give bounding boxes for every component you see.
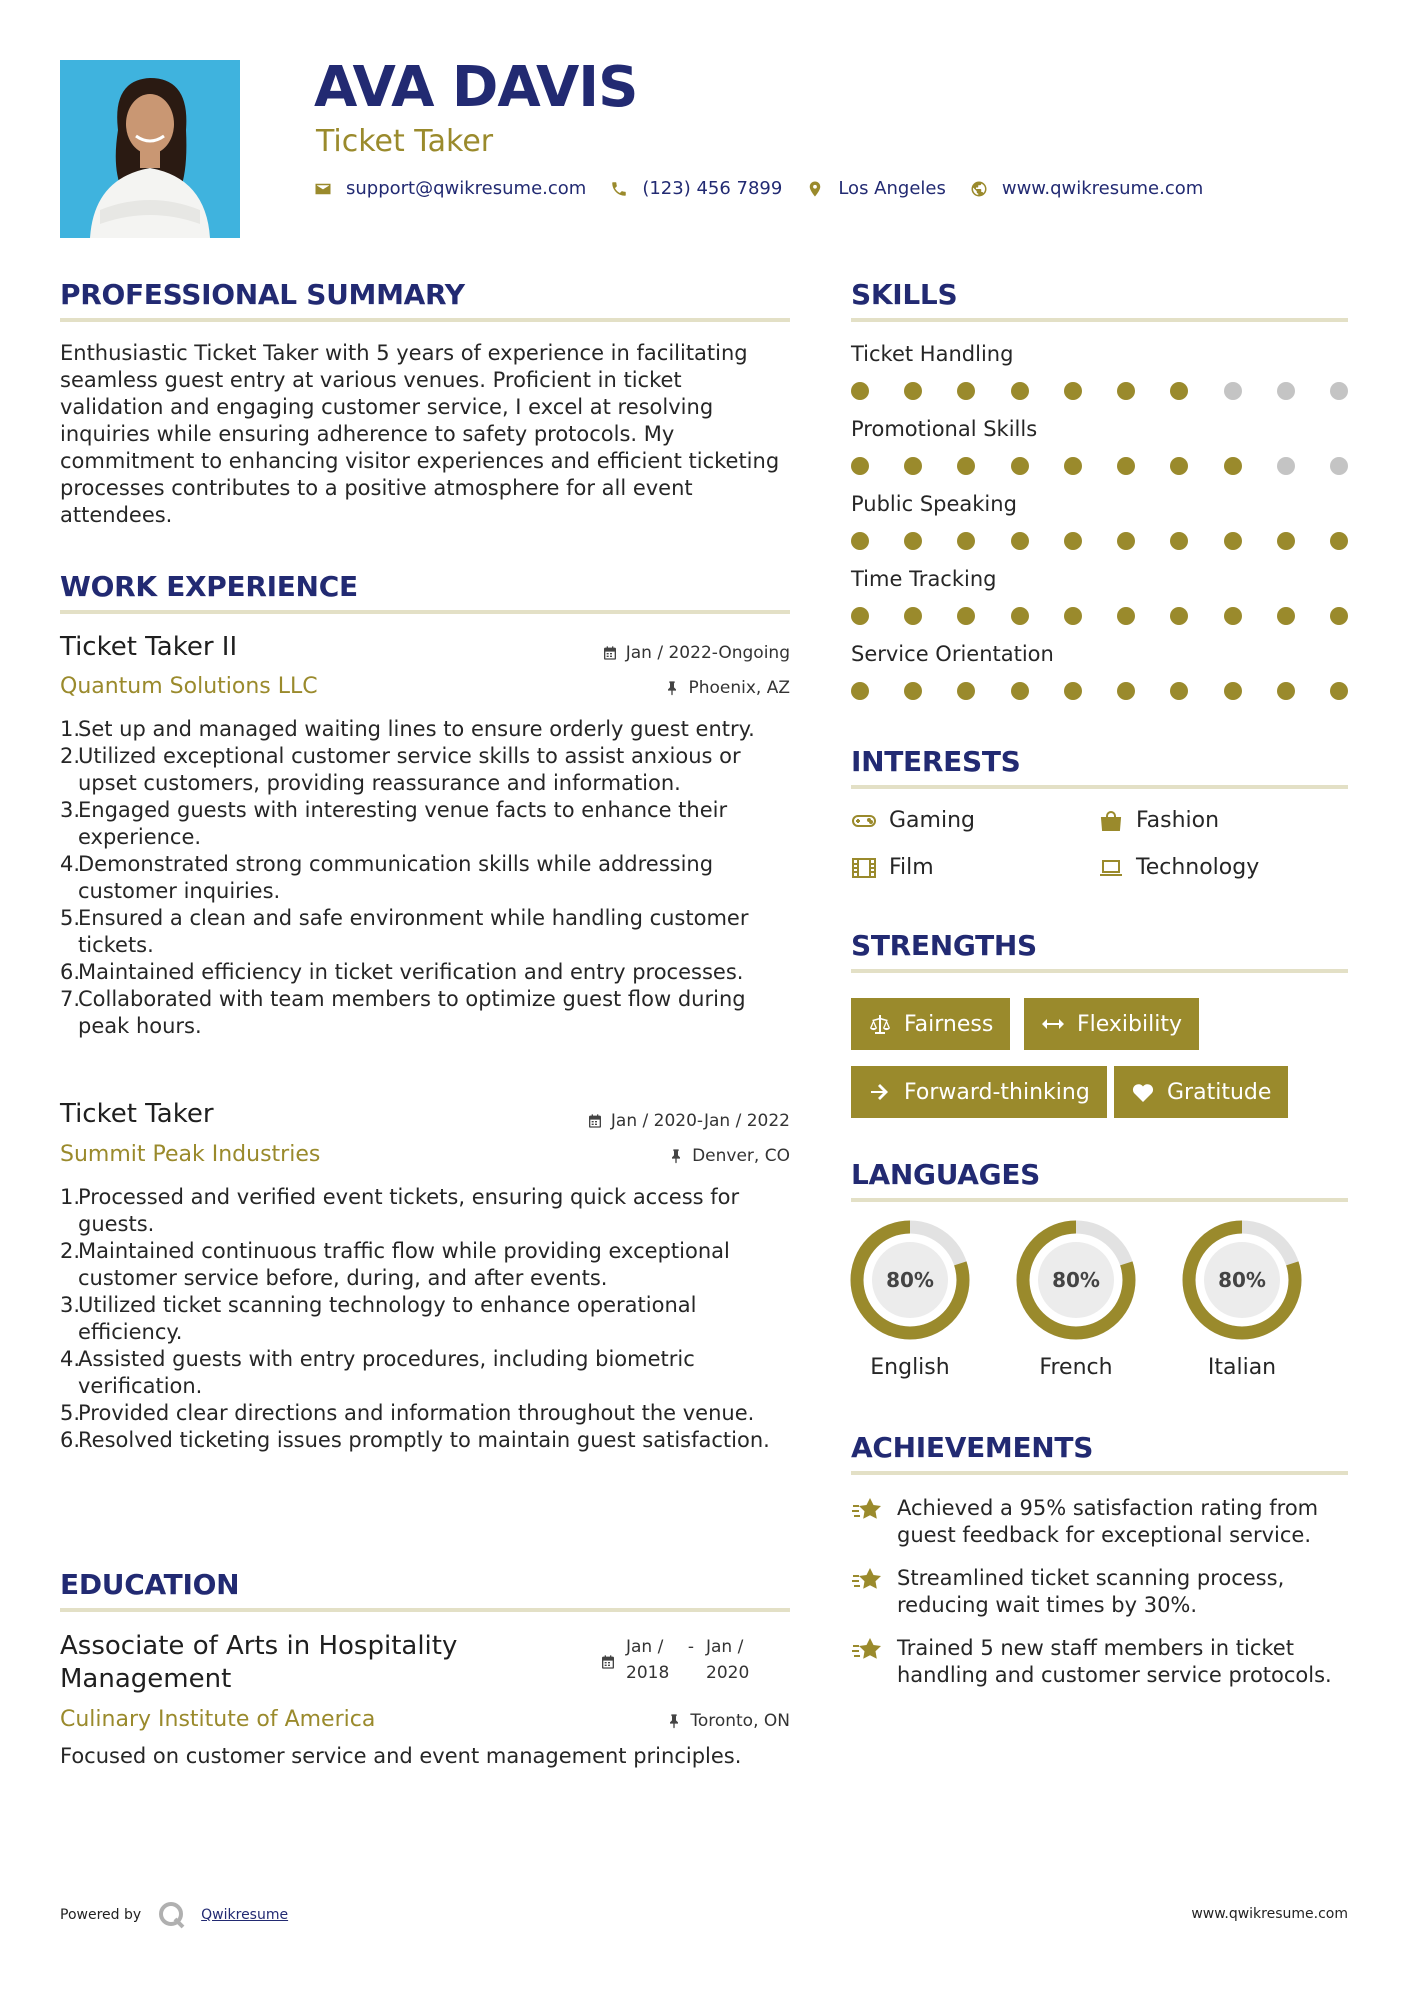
interest-item [1098, 855, 1259, 880]
interest-item [851, 855, 934, 880]
skill-dot-empty [1330, 382, 1348, 400]
skill-dot-filled [1064, 682, 1082, 700]
globe-icon [970, 180, 988, 198]
gamepad-icon [851, 811, 877, 831]
skill-dot-filled [957, 382, 975, 400]
skill-dot-filled [904, 457, 922, 475]
candidate-role: Ticket Taker [316, 124, 494, 159]
skill-dot-filled [1117, 382, 1135, 400]
skill-rating [851, 457, 1348, 477]
achievements-divider [851, 1471, 1348, 1475]
skill-dot-filled [1117, 682, 1135, 700]
skill-dot-empty [1224, 382, 1242, 400]
website-text: www.qwikresume.com [1001, 178, 1204, 199]
interest-label: Fashion [1136, 808, 1220, 833]
skill-dot-filled [904, 532, 922, 550]
interest-label: Technology [1136, 855, 1260, 880]
job-location-text: Denver, CO [692, 1146, 790, 1166]
summary-heading: PROFESSIONAL SUMMARY [60, 278, 465, 311]
interest-item [851, 808, 975, 833]
interest-label: Gaming [889, 808, 975, 833]
skill-dot-filled [1170, 532, 1188, 550]
arrow-right-icon [868, 1081, 892, 1103]
languages-divider [851, 1198, 1348, 1202]
powered-by-text: Powered by [60, 1907, 142, 1923]
education-location [666, 1711, 790, 1731]
skill-dot-filled [1224, 532, 1242, 550]
interest-item [1098, 808, 1219, 833]
star-badge-icon [851, 1636, 885, 1664]
skill-dot-filled [904, 682, 922, 700]
skill-dot-filled [1117, 457, 1135, 475]
list-item: 6. Maintained efficiency in ticket verification and entry processes. [60, 960, 744, 984]
skill-dot-filled [1330, 682, 1348, 700]
skill-dot-filled [1011, 532, 1029, 550]
calendar-icon [602, 645, 618, 661]
skill-dot-filled [1117, 532, 1135, 550]
achievement-item [851, 1565, 1348, 1619]
skill-dot-empty [1277, 457, 1295, 475]
skill-dot-filled [1064, 457, 1082, 475]
job-location [668, 1146, 790, 1166]
interests-heading: INTERESTS [851, 745, 1021, 778]
skill-dot-filled [1170, 682, 1188, 700]
heart-icon [1131, 1081, 1155, 1103]
skill-dot-filled [1277, 682, 1295, 700]
list-item: 7. Collaborated with team members to optimize guest flow during peak hours. [60, 987, 746, 1038]
phone-text: (123) 456 7899 [642, 178, 783, 199]
strength-tag [851, 1066, 1107, 1118]
skill-dot-filled [1330, 607, 1348, 625]
list-item: 1. Set up and managed waiting lines to ensure orderly guest entry. [60, 717, 755, 741]
list-item: 2. Utilized exceptional customer service skills to assist anxious or upset customers, providing reassurance and information. [60, 744, 741, 795]
skill-dot-filled [1011, 607, 1029, 625]
skill-dot-filled [1064, 382, 1082, 400]
education-end: Jan / 2020 [706, 1637, 750, 1683]
skill-rating [851, 532, 1348, 552]
achievement-text: Trained 5 new staff members in ticket handling and customer service protocols. [897, 1636, 1332, 1687]
skill-dot-filled [851, 532, 869, 550]
envelope-icon [314, 180, 332, 198]
contact-bar [314, 178, 1227, 199]
strength-label: Fairness [904, 1011, 994, 1037]
education-heading: EDUCATION [60, 1568, 240, 1601]
skill-dot-filled [1011, 457, 1029, 475]
list-item: 5. Provided clear directions and information throughout the venue. [60, 1401, 755, 1425]
skill-dot-filled [1011, 682, 1029, 700]
achievement-text: Achieved a 95% satisfaction rating from guest feedback for exceptional service. [897, 1496, 1319, 1547]
skill-dot-filled [1170, 382, 1188, 400]
skill-dot-filled [851, 382, 869, 400]
interest-label: Film [889, 855, 934, 880]
skill-name: Time Tracking [851, 567, 997, 591]
skill-dot-filled [1170, 607, 1188, 625]
skill-dot-filled [851, 607, 869, 625]
skill-dot-filled [851, 682, 869, 700]
language-item [1181, 1219, 1303, 1380]
skill-rating [851, 607, 1348, 627]
skill-dot-filled [1064, 532, 1082, 550]
scale-icon [868, 1013, 892, 1035]
skill-dot-filled [957, 607, 975, 625]
experience-heading: WORK EXPERIENCE [60, 570, 358, 603]
footer-powered-by [60, 1900, 288, 1930]
strengths-heading: STRENGTHS [851, 929, 1037, 962]
skill-dot-empty [1277, 382, 1295, 400]
skill-dot-filled [957, 532, 975, 550]
shopping-bag-icon [1098, 811, 1124, 831]
pushpin-icon [666, 1713, 682, 1729]
job-location [664, 678, 790, 698]
list-item: 4. Demonstrated strong communication skills while addressing customer inquiries. [60, 852, 714, 903]
skill-name: Promotional Skills [851, 417, 1038, 441]
language-ring [1181, 1219, 1303, 1341]
pushpin-icon [668, 1148, 684, 1164]
language-name: Italian [1207, 1355, 1277, 1380]
language-ring [1015, 1219, 1137, 1341]
job-dates-text: Jan / 2020-Jan / 2022 [610, 1111, 790, 1131]
film-icon [851, 858, 877, 878]
arrows-horizontal-icon [1041, 1013, 1065, 1035]
languages-heading: LANGUAGES [851, 1158, 1041, 1191]
profile-photo [60, 60, 240, 238]
skills-divider [851, 318, 1348, 322]
education-description: Focused on customer service and event management principles. [60, 1744, 742, 1768]
contact-location [806, 178, 946, 199]
list-item: 3. Engaged guests with interesting venue facts to enhance their experience. [60, 798, 728, 849]
skill-name: Public Speaking [851, 492, 1017, 516]
strength-label: Flexibility [1077, 1011, 1182, 1037]
job-dates-text: Jan / 2022-Ongoing [625, 643, 790, 663]
skill-name: Service Orientation [851, 642, 1054, 666]
skill-rating [851, 682, 1348, 702]
star-badge-icon [851, 1566, 885, 1594]
achievement-item [851, 1635, 1348, 1689]
job-location-text: Phoenix, AZ [688, 678, 790, 698]
calendar-icon [587, 1113, 603, 1129]
summary-divider [60, 318, 790, 322]
pushpin-icon [664, 680, 680, 696]
footer-site[interactable]: www.qwikresume.com [1191, 1906, 1348, 1922]
language-percent: 80% [1218, 1268, 1266, 1292]
job-title: Ticket Taker [60, 1099, 214, 1129]
list-item: 1. Processed and verified event tickets, ensuring quick access for guests. [60, 1185, 740, 1236]
language-percent: 80% [886, 1268, 934, 1292]
summary-text: Enthusiastic Ticket Taker with 5 years of experience in facilitating seamless guest entry at various venues. Proficient in ticket validation and engaging customer service, I excel at resolving inquiries while ensuring adherence to safety protocols. My commitment to enhancing visitor experiences and efficient ticketing processes contributes to a positive atmosphere for all event attendees. [60, 341, 780, 527]
degree-title: Associate of Arts in Hospitality Management [60, 1631, 458, 1694]
strength-tag [1024, 998, 1199, 1050]
language-name: French [1039, 1355, 1113, 1380]
list-item: 5. Ensured a clean and safe environment while handling customer tickets. [60, 906, 749, 957]
skill-dot-filled [1277, 532, 1295, 550]
skill-name: Ticket Handling [851, 342, 1014, 366]
list-item: 6. Resolved ticketing issues promptly to maintain guest satisfaction. [60, 1428, 770, 1452]
job-dates [602, 643, 790, 663]
language-item [849, 1219, 971, 1380]
strength-label: Gratitude [1167, 1079, 1272, 1105]
skill-dot-filled [1330, 532, 1348, 550]
strength-tag [1114, 1066, 1288, 1118]
skill-dot-filled [1224, 607, 1242, 625]
candidate-name: AVA DAVIS [314, 55, 638, 120]
skill-dot-filled [1011, 382, 1029, 400]
list-item: 2. Maintained continuous traffic flow while providing exceptional customer service before, during, and after events. [60, 1239, 730, 1290]
skill-dot-filled [1277, 607, 1295, 625]
footer-brand-link[interactable]: Qwikresume [201, 1907, 289, 1923]
job-bullets [60, 1184, 795, 1454]
job-bullets [60, 716, 795, 1040]
education-dates: Jan / 2018 - Jan / 2020 [600, 1634, 756, 1686]
skill-dot-filled [1117, 607, 1135, 625]
contact-phone[interactable] [610, 178, 782, 199]
achievement-item [851, 1495, 1348, 1549]
education-start: Jan / 2018 [626, 1637, 670, 1683]
education-location-text: Toronto, ON [690, 1711, 790, 1731]
contact-website[interactable] [970, 178, 1203, 199]
experience-divider [60, 610, 790, 614]
strength-tag [851, 998, 1010, 1050]
skill-dot-filled [904, 607, 922, 625]
achievements-heading: ACHIEVEMENTS [851, 1431, 1094, 1464]
skill-dot-filled [1224, 682, 1242, 700]
language-percent: 80% [1052, 1268, 1100, 1292]
skills-heading: SKILLS [851, 278, 958, 311]
school-name: Culinary Institute of America [60, 1707, 376, 1732]
language-ring [849, 1219, 971, 1341]
job-company: Quantum Solutions LLC [60, 674, 318, 699]
job-title: Ticket Taker II [60, 632, 238, 662]
language-name: English [870, 1355, 950, 1380]
location-text: Los Angeles [838, 178, 946, 199]
laptop-icon [1098, 858, 1124, 878]
education-divider [60, 1608, 790, 1612]
interests-divider [851, 785, 1348, 789]
star-badge-icon [851, 1496, 885, 1524]
contact-email[interactable] [314, 178, 586, 199]
skill-dot-filled [851, 457, 869, 475]
strength-label: Forward-thinking [904, 1079, 1090, 1105]
achievement-text: Streamlined ticket scanning process, reducing wait times by 30%. [897, 1566, 1285, 1617]
skill-rating [851, 382, 1348, 402]
strengths-divider [851, 969, 1348, 973]
skill-dot-filled [904, 382, 922, 400]
map-pin-icon [806, 180, 824, 198]
qwikresume-logo-icon [157, 1900, 187, 1930]
email-text: support@qwikresume.com [346, 178, 587, 199]
calendar-icon [600, 1654, 616, 1670]
list-item: 4. Assisted guests with entry procedures, including biometric verification. [60, 1347, 695, 1398]
skill-dot-filled [1064, 607, 1082, 625]
skill-dot-filled [957, 457, 975, 475]
skill-dot-filled [1224, 457, 1242, 475]
language-item [1015, 1219, 1137, 1380]
skill-dot-filled [957, 682, 975, 700]
skill-dot-empty [1330, 457, 1348, 475]
job-dates [587, 1111, 790, 1131]
job-company: Summit Peak Industries [60, 1142, 321, 1167]
skill-dot-filled [1170, 457, 1188, 475]
list-item: 3. Utilized ticket scanning technology to enhance operational efficiency. [60, 1293, 697, 1344]
phone-icon [610, 180, 628, 198]
